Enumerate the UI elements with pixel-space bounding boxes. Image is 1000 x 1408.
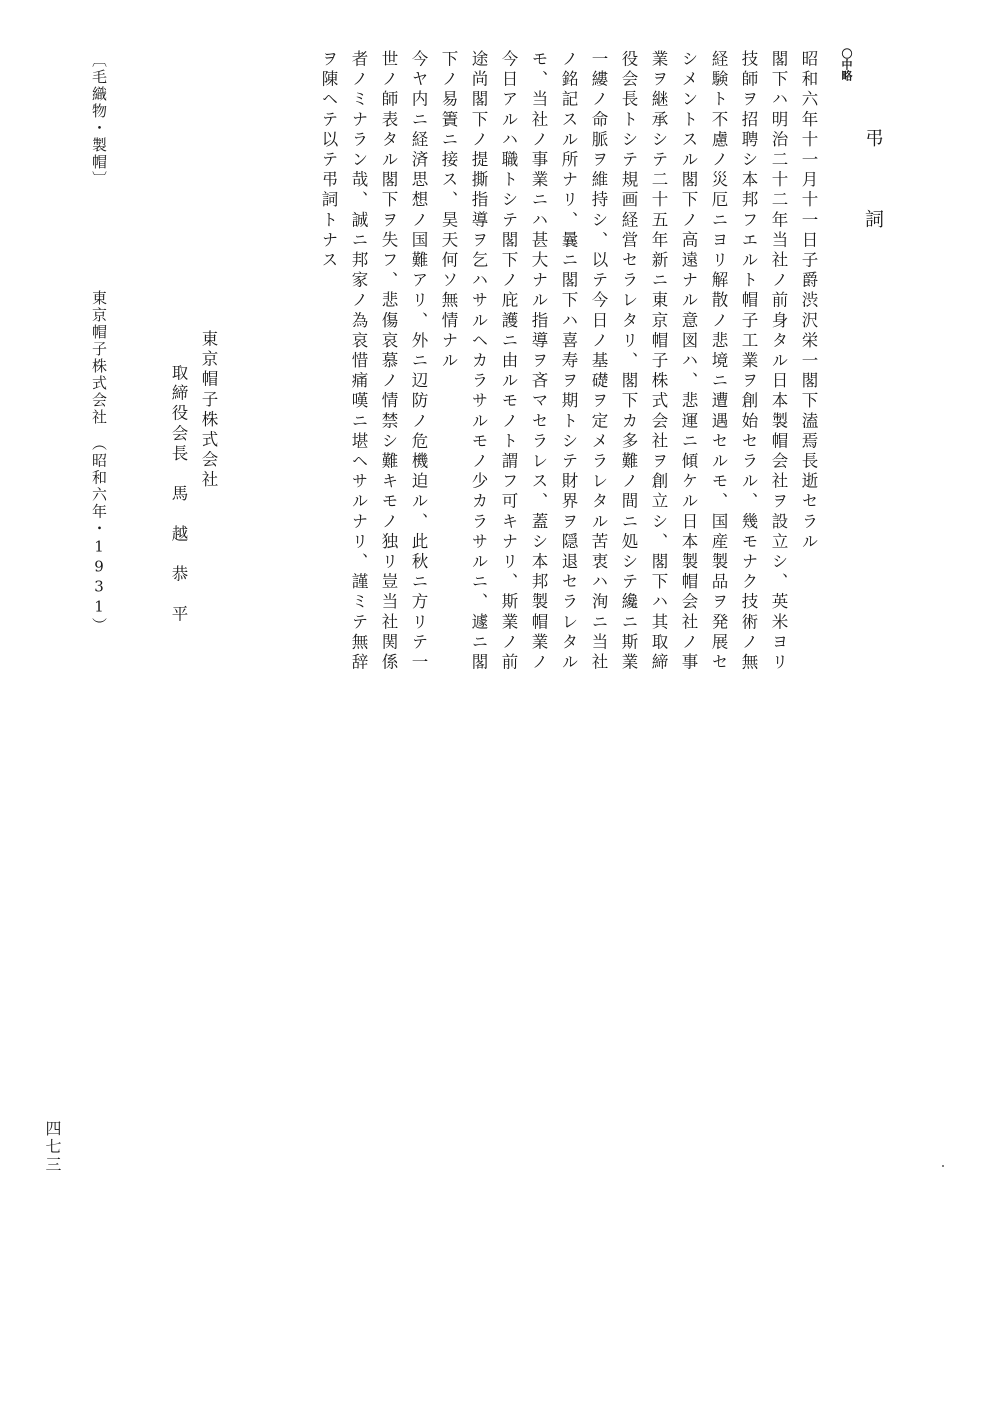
body-line: 今日アルハ職トシテ閣下ノ庇護ニ由ルモノト謂フ可キナリ、斯業ノ前 — [499, 50, 518, 674]
body-line: 今ヤ内ニ経済思想ノ国難アリ、外ニ辺防ノ危機迫ル、此秋ニ方リテ一 — [409, 50, 428, 674]
document-title: 弔 詞 — [862, 128, 884, 248]
footer-category: 〔毛織物・製帽〕 — [90, 52, 108, 188]
signature-officer: 取締役会長 馬 越 恭 平 — [169, 364, 188, 626]
body-line: モ、当社ノ事業ニハ甚大ナル指導ヲ吝マセラレス、蓋シ本邦製帽業ノ — [529, 50, 548, 674]
body-line: 経験ト不慮ノ災厄ニヨリ解散ノ悲境ニ遭遇セルモ、国産製品ヲ発展セ — [709, 50, 728, 674]
body-line: 昭和六年十一月十一日子爵渋沢栄一閣下溘焉長逝セラル — [799, 50, 818, 553]
body-line: ノ銘記スル所ナリ、曩ニ閣下ハ喜寿ヲ期トシテ財界ヲ隠退セラレタル — [559, 50, 578, 674]
body-line: 業ヲ継承シテ二十五年新ニ東京帽子株式会社ヲ創立シ、閣下ハ其取締 — [649, 50, 668, 674]
body-line: シメントスル閣下ノ高遠ナル意図ハ、悲運ニ傾ケル日本製帽会社ノ事 — [679, 50, 698, 674]
scan-speck — [942, 1165, 944, 1167]
omission-marker: 〇中略 — [840, 48, 853, 81]
body-line: ヲ陳ヘテ以テ弔詞トナス — [319, 50, 338, 272]
body-line: 技師ヲ招聘シ本邦フエルト帽子工業ヲ創始セラル、幾モナク技術ノ無 — [739, 50, 758, 674]
body-line: 者ノミナラン哉、誠ニ邦家ノ為哀惜痛嘆ニ堪ヘサルナリ、謹ミテ無辞 — [349, 50, 368, 674]
signature-company: 東京帽子株式会社 — [199, 330, 218, 491]
body-line: 閣下ハ明治二十二年当社ノ前身タル日本製帽会社ヲ設立シ、英米ヨリ — [769, 50, 788, 674]
body-line: 下ノ易簀ニ接ス、昊天何ソ無情ナル — [439, 50, 458, 372]
body-line: 役会長トシテ規画経営セラレタリ、閣下カ多難ノ間ニ処シテ纔ニ斯業 — [619, 50, 638, 674]
body-line: 一縷ノ命脈ヲ維持シ、以テ今日ノ基礎ヲ定メラレタル苦衷ハ洵ニ当社 — [589, 50, 608, 674]
body-line: 世ノ師表タル閣下ヲ失フ、悲傷哀慕ノ情禁シ難キモノ独リ豈当社関係 — [379, 50, 398, 674]
footer-source: 東京帽子株式会社 （昭和六年・1931） — [90, 290, 108, 635]
page-number: 四七三 — [43, 1120, 62, 1174]
body-line: 途尚閣下ノ提撕指導ヲ乞ハサルヘカラサルモノ少カラサルニ、遽ニ閣 — [469, 50, 488, 674]
